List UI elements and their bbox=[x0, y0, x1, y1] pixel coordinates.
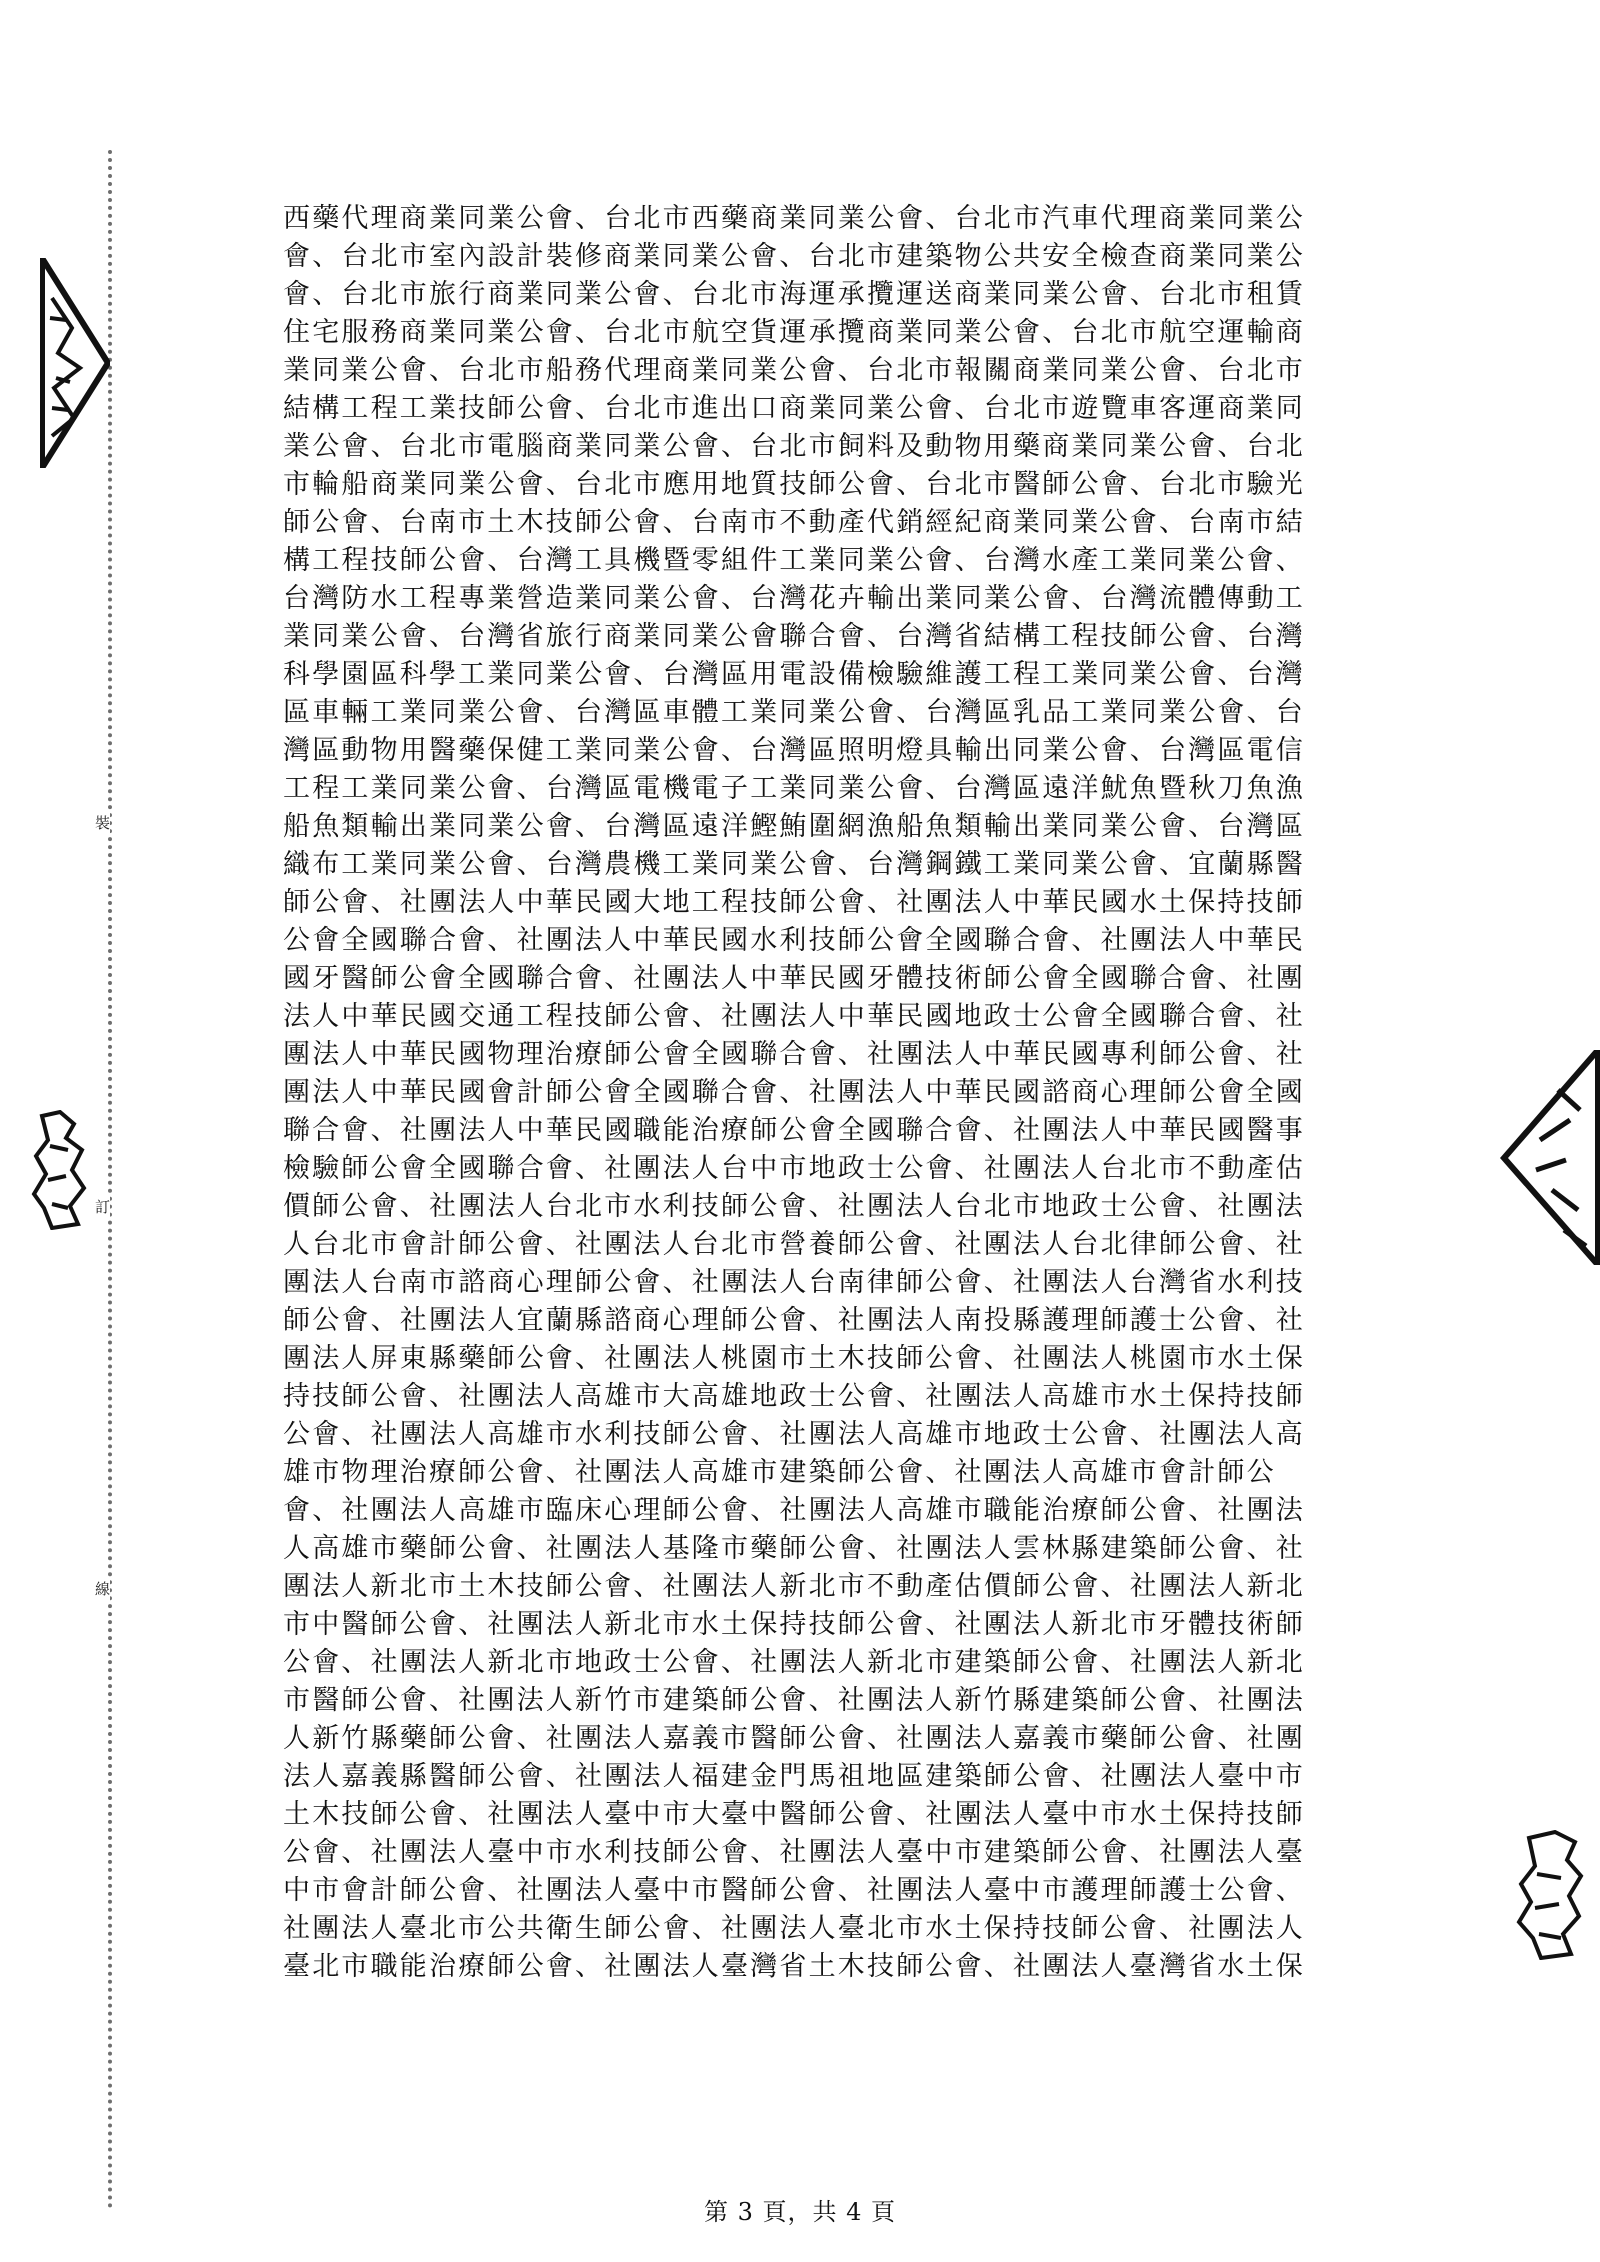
body-line: 業同業公會、台北市船務代理商業同業公會、台北市報關商業同業公會、台北市 bbox=[283, 355, 1305, 386]
body-line: 法人中華民國交通工程技師公會、社團法人中華民國地政士公會全國聯合會、社 bbox=[283, 1001, 1305, 1032]
body-line: 會、台北市室內設計裝修商業同業公會、台北市建築物公共安全檢查商業同業公 bbox=[283, 241, 1305, 272]
body-line: 灣區動物用醫藥保健工業同業公會、台灣區照明燈具輸出同業公會、台灣區電信 bbox=[283, 735, 1305, 766]
body-line: 師公會、台南市土木技師公會、台南市不動產代銷經紀商業同業公會、台南市結 bbox=[283, 507, 1305, 538]
document-body bbox=[283, 200, 1433, 1986]
body-line: 船魚類輸出業同業公會、台灣區遠洋鰹鮪圍網漁船魚類輸出業同業公會、台灣區 bbox=[283, 811, 1305, 842]
seal-stamp-right bbox=[1500, 1050, 1600, 1265]
body-line: 市中醫師公會、社團法人新北市水土保持技師公會、社團法人新北市牙體技術師 bbox=[283, 1609, 1305, 1640]
body-line: 人台北市會計師公會、社團法人台北市營養師公會、社團法人台北律師公會、社 bbox=[283, 1229, 1305, 1260]
body-line: 國牙醫師公會全國聯合會、社團法人中華民國牙體技術師公會全國聯合會、社團 bbox=[283, 963, 1305, 994]
binding-mark-ding: 訂 bbox=[95, 1196, 110, 1219]
body-line: 台灣防水工程專業營造業同業公會、台灣花卉輸出業同業公會、台灣流體傳動工 bbox=[283, 583, 1305, 614]
body-line: 結構工程工業技師公會、台北市進出口商業同業公會、台北市遊覽車客運商業同 bbox=[283, 393, 1305, 424]
body-line: 市輪船商業同業公會、台北市應用地質技師公會、台北市醫師公會、台北市驗光 bbox=[283, 469, 1305, 500]
body-line: 區車輛工業同業公會、台灣區車體工業同業公會、台灣區乳品工業同業公會、台 bbox=[283, 697, 1305, 728]
body-line: 團法人台南市諮商心理師公會、社團法人台南律師公會、社團法人台灣省水利技 bbox=[283, 1267, 1305, 1298]
body-line: 團法人新北市土木技師公會、社團法人新北市不動產估價師公會、社團法人新北 bbox=[283, 1571, 1305, 1602]
body-line: 公會、社團法人臺中市水利技師公會、社團法人臺中市建築師公會、社團法人臺 bbox=[283, 1837, 1305, 1868]
body-line: 公會、社團法人高雄市水利技師公會、社團法人高雄市地政士公會、社團法人高 bbox=[283, 1419, 1305, 1450]
binding-mark-zhuang: 裝 bbox=[95, 812, 110, 835]
body-line: 住宅服務商業同業公會、台北市航空貨運承攬商業同業公會、台北市航空運輸商 bbox=[283, 317, 1305, 348]
page-number-footer: 第 3 頁，共 4 頁 bbox=[703, 2198, 897, 2226]
body-line: 團法人中華民國會計師公會全國聯合會、社團法人中華民國諮商心理師公會全國 bbox=[283, 1077, 1305, 1108]
body-line: 會、台北市旅行商業同業公會、台北市海運承攬運送商業同業公會、台北市租賃 bbox=[283, 279, 1305, 310]
seal-stamp-mid-left bbox=[30, 1110, 90, 1230]
body-line: 團法人屏東縣藥師公會、社團法人桃園市土木技師公會、社團法人桃園市水土保 bbox=[283, 1343, 1305, 1374]
seal-stamp-top-left bbox=[40, 258, 110, 468]
body-line: 臺北市職能治療師公會、社團法人臺灣省土木技師公會、社團法人臺灣省水土保 bbox=[283, 1951, 1305, 1982]
body-line: 人新竹縣藥師公會、社團法人嘉義市醫師公會、社團法人嘉義市藥師公會、社團 bbox=[283, 1723, 1305, 1754]
binding-mark-xian: 線 bbox=[95, 1578, 110, 1601]
body-line: 持技師公會、社團法人高雄市大高雄地政士公會、社團法人高雄市水土保持技師 bbox=[283, 1381, 1305, 1412]
body-line: 檢驗師公會全國聯合會、社團法人台中市地政士公會、社團法人台北市不動產估 bbox=[283, 1153, 1305, 1184]
body-line: 師公會、社團法人中華民國大地工程技師公會、社團法人中華民國水土保持技師 bbox=[283, 887, 1305, 918]
body-line: 師公會、社團法人宜蘭縣諮商心理師公會、社團法人南投縣護理師護士公會、社 bbox=[283, 1305, 1305, 1336]
body-line: 工程工業同業公會、台灣區電機電子工業同業公會、台灣區遠洋魷魚暨秋刀魚漁 bbox=[283, 773, 1305, 804]
body-line: 中市會計師公會、社團法人臺中市醫師公會、社團法人臺中市護理師護士公會、 bbox=[283, 1875, 1305, 1906]
body-line: 雄市物理治療師公會、社團法人高雄市建築師公會、社團法人高雄市會計師公 bbox=[283, 1457, 1276, 1488]
body-line: 聯合會、社團法人中華民國職能治療師公會全國聯合會、社團法人中華民國醫事 bbox=[283, 1115, 1305, 1146]
body-line: 科學園區科學工業同業公會、台灣區用電設備檢驗維護工程工業同業公會、台灣 bbox=[283, 659, 1305, 690]
body-line: 團法人中華民國物理治療師公會全國聯合會、社團法人中華民國專利師公會、社 bbox=[283, 1039, 1305, 1070]
body-line: 社團法人臺北市公共衛生師公會、社團法人臺北市水土保持技師公會、社團法人 bbox=[283, 1913, 1305, 1944]
body-line: 公會、社團法人新北市地政士公會、社團法人新北市建築師公會、社團法人新北 bbox=[283, 1647, 1305, 1678]
body-line: 法人嘉義縣醫師公會、社團法人福建金門馬祖地區建築師公會、社團法人臺中市 bbox=[283, 1761, 1305, 1792]
body-line: 人高雄市藥師公會、社團法人基隆市藥師公會、社團法人雲林縣建築師公會、社 bbox=[283, 1533, 1305, 1564]
body-line: 會、社團法人高雄市臨床心理師公會、社團法人高雄市職能治療師公會、社團法 bbox=[283, 1495, 1305, 1526]
body-line: 業同業公會、台灣省旅行商業同業公會聯合會、台灣省結構工程技師公會、台灣 bbox=[283, 621, 1305, 652]
seal-stamp-bottom-right bbox=[1515, 1830, 1585, 1960]
body-line: 公會全國聯合會、社團法人中華民國水利技師公會全國聯合會、社團法人中華民 bbox=[283, 925, 1305, 956]
body-line: 市醫師公會、社團法人新竹市建築師公會、社團法人新竹縣建築師公會、社團法 bbox=[283, 1685, 1305, 1716]
body-line: 土木技師公會、社團法人臺中市大臺中醫師公會、社團法人臺中市水土保持技師 bbox=[283, 1799, 1305, 1830]
body-line: 業公會、台北市電腦商業同業公會、台北市飼料及動物用藥商業同業公會、台北 bbox=[283, 431, 1305, 462]
body-line: 西藥代理商業同業公會、台北市西藥商業同業公會、台北市汽車代理商業同業公 bbox=[283, 203, 1305, 234]
body-line: 價師公會、社團法人台北市水利技師公會、社團法人台北市地政士公會、社團法 bbox=[283, 1191, 1305, 1222]
body-line: 織布工業同業公會、台灣農機工業同業公會、台灣鋼鐵工業同業公會、宜蘭縣醫 bbox=[283, 849, 1305, 880]
body-line: 構工程技師公會、台灣工具機暨零組件工業同業公會、台灣水產工業同業公會、 bbox=[283, 545, 1305, 576]
